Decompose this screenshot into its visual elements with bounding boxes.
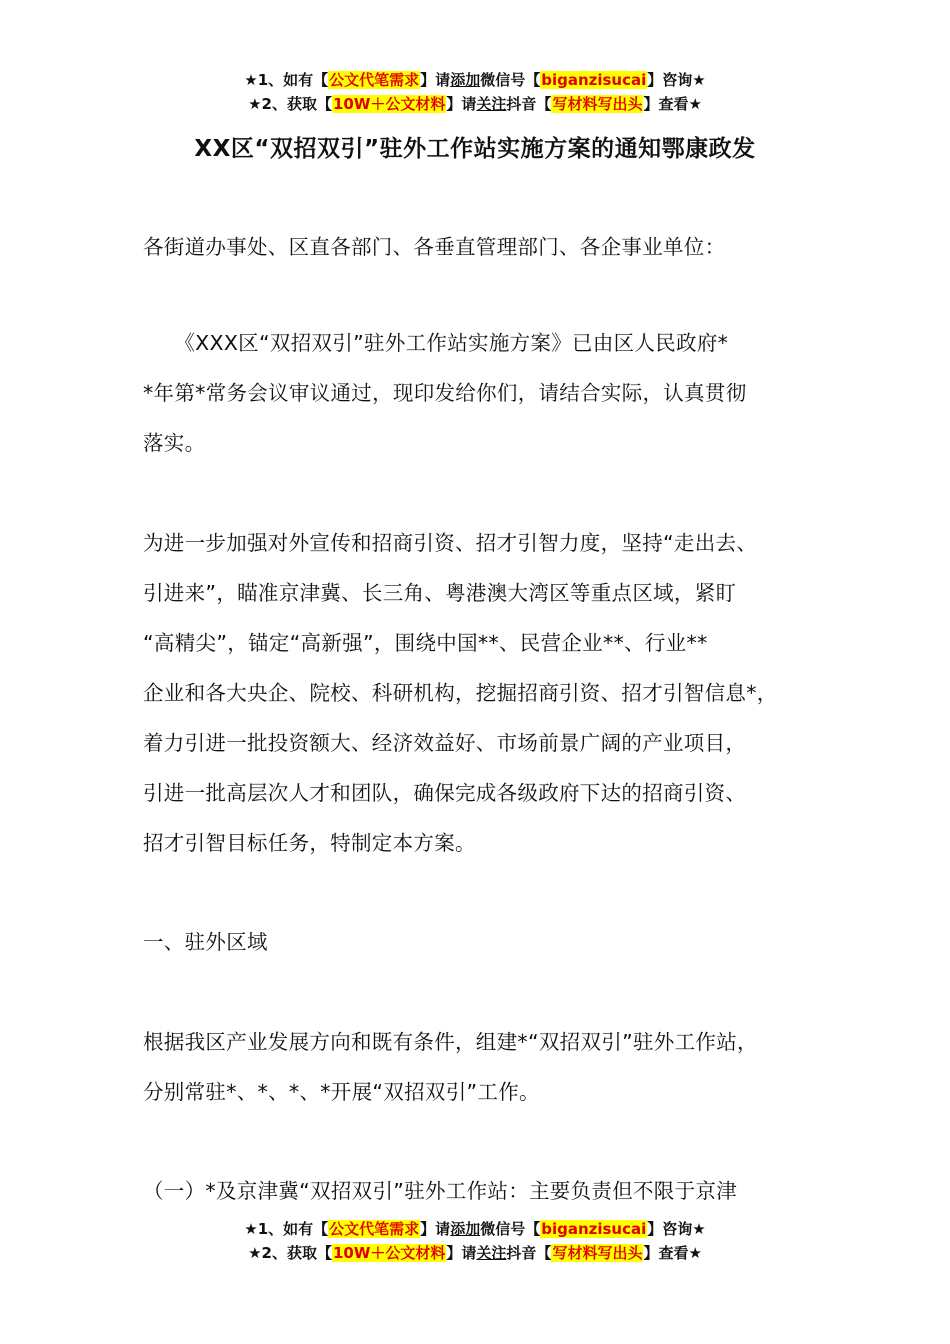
promo-text: 】查看★ xyxy=(643,1244,702,1262)
promo-text: 】请 xyxy=(420,1220,451,1238)
promo-text: ★1、如有【 xyxy=(244,1220,329,1238)
paragraph-line: 《XXX区“双招双引”驻外工作站实施方案》已由区人民政府* xyxy=(143,331,729,355)
promo-highlight: biganzisucai xyxy=(541,1220,647,1238)
promo-text: 】请 xyxy=(446,1244,477,1262)
promo-line-1 xyxy=(0,68,950,92)
bottom-promo-banner xyxy=(0,1217,950,1265)
paragraph-line: 引进来”，瞄准京津冀、长三角、粤港澳大湾区等重点区域，紧盯 xyxy=(143,581,737,605)
paragraph-2 xyxy=(143,518,838,868)
promo-text: 】咨询★ xyxy=(647,1220,706,1238)
paragraph-line: 招才引智目标任务，特制定本方案。 xyxy=(143,831,476,855)
document-title: XX区“双招双引”驻外工作站实施方案的通知鄂康政发 xyxy=(194,136,756,162)
paragraph-line: 引进一批高层次人才和团队，确保完成各级政府下达的招商引资、 xyxy=(143,781,747,805)
paragraph-line: 着力引进一批投资额大、经济效益好、市场前景广阔的产业项目， xyxy=(143,731,747,755)
paragraph-line: 落实。 xyxy=(143,431,206,455)
paragraph-line: 根据我区产业发展方向和既有条件，组建*“双招双引”驻外工作站， xyxy=(143,1030,758,1054)
promo-text: ★2、获取【 xyxy=(248,1244,332,1262)
promo-text: 】请 xyxy=(420,71,451,89)
promo-text: ★2、获取【 xyxy=(248,95,332,113)
promo-text: 微信号【 xyxy=(480,1220,541,1238)
promo-line-2 xyxy=(0,92,950,116)
paragraph-line: 分别常驻*、*、*、*开展“双招双引”工作。 xyxy=(143,1080,540,1104)
promo-text: 抖音【 xyxy=(506,1244,552,1262)
promo-underlined: 添加 xyxy=(450,1220,481,1238)
paragraph-4: （一）*及京津冀“双招双引”驻外工作站：主要负责但不限于京津 xyxy=(143,1179,737,1203)
promo-line-2 xyxy=(0,1241,950,1265)
promo-highlight: 写材料写出头 xyxy=(552,95,643,113)
promo-underlined: 关注 xyxy=(476,95,507,113)
promo-highlight: 公文代笔需求 xyxy=(329,1220,420,1238)
paragraph-3 xyxy=(143,1017,838,1117)
promo-text: 】请 xyxy=(446,95,477,113)
promo-highlight: 10W＋公文材料 xyxy=(332,95,446,113)
promo-text: 】查看★ xyxy=(643,95,702,113)
promo-highlight: 10W＋公文材料 xyxy=(332,1244,446,1262)
promo-highlight: biganzisucai xyxy=(541,71,647,89)
paragraph-line: *年第*常务会议审议通过，现印发给你们，请结合实际，认真贯彻 xyxy=(143,381,747,405)
paragraph-line: 为进一步加强对外宣传和招商引资、招才引智力度，坚持“走出去、 xyxy=(143,531,758,555)
salutation: 各街道办事处、区直各部门、各垂直管理部门、各企事业单位： xyxy=(143,235,726,259)
promo-text: 】咨询★ xyxy=(647,71,706,89)
promo-text: 微信号【 xyxy=(480,71,541,89)
promo-text: 抖音【 xyxy=(506,95,552,113)
top-promo-banner xyxy=(0,68,950,116)
paragraph-line: “高精尖”，锚定“高新强”，围绕中国**、民营企业**、行业** xyxy=(143,631,708,655)
promo-underlined: 添加 xyxy=(450,71,481,89)
section-heading-1: 一、驻外区域 xyxy=(143,930,268,954)
promo-highlight: 写材料写出头 xyxy=(552,1244,643,1262)
promo-line-1 xyxy=(0,1217,950,1241)
promo-underlined: 关注 xyxy=(476,1244,507,1262)
promo-highlight: 公文代笔需求 xyxy=(329,71,420,89)
promo-text: ★1、如有【 xyxy=(244,71,329,89)
paragraph-line: 企业和各大央企、院校、科研机构，挖掘招商引资、招才引智信息*， xyxy=(143,681,778,705)
paragraph-1 xyxy=(143,318,838,468)
